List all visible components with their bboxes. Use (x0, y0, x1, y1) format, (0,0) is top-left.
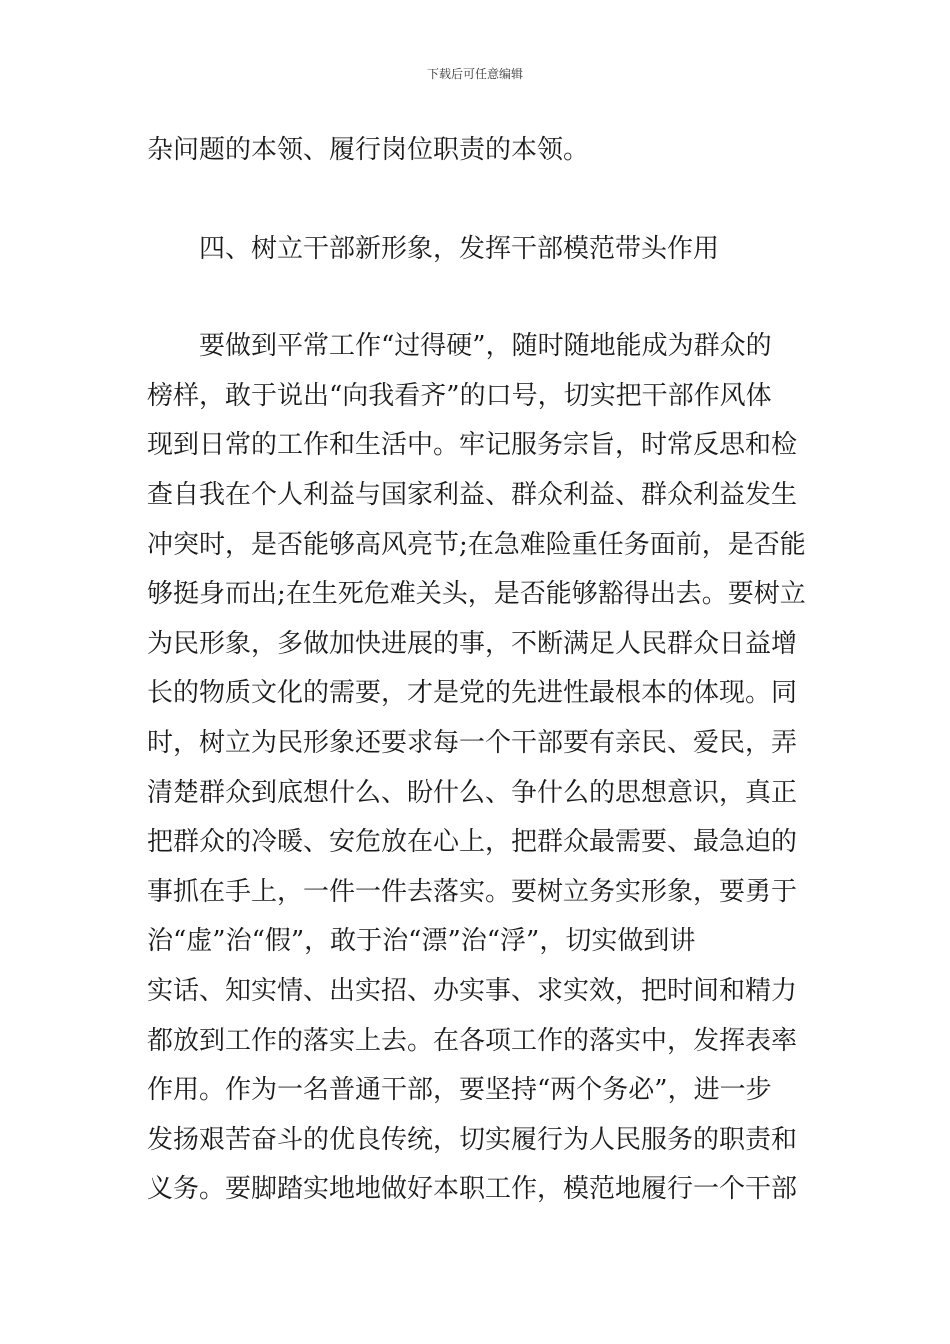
paragraph-line: 义务。要脚踏实地地做好本职工作，模范地履行一个干部 (147, 1174, 798, 1205)
paragraph-line: 发扬艰苦奋斗的优良传统，切实履行为人民服务的职责和 (147, 1124, 798, 1155)
paragraph-line: 作用。作为一名普通干部，要坚持“两个务必”，进一步 (147, 1075, 772, 1106)
paragraph-line: 实话、知实情、出实招、办实事、求实效，把时间和精力 (147, 975, 798, 1006)
paragraph-line: 查自我在个人利益与国家利益、群众利益、群众利益发生 (147, 479, 798, 510)
body-paragraph (147, 322, 807, 1215)
paragraph-line: 为民形象，多做加快进展的事，不断满足人民群众日益增 (147, 628, 798, 659)
paragraph-line: 榜样，敢于说出“向我看齐”的口号，切实把干部作风体 (147, 380, 772, 411)
paragraph-line: 现到日常的工作和生活中。牢记服务宗旨，时常反思和检 (147, 430, 798, 461)
page-header: 下载后可任意编辑 (426, 67, 523, 81)
paragraph-line: 治“虚”治“假”，敢于治“漂”治“浮”，切实做到讲 (147, 926, 696, 957)
paragraph-line: 时，树立为民形象还要求每一个干部要有亲民、爱民，弄 (147, 727, 798, 758)
section-heading: 四、树立干部新形象，发挥干部模范带头作用 (199, 233, 720, 264)
intro-line: 杂问题的本领、履行岗位职责的本领。 (147, 135, 590, 165)
paragraph-line: 把群众的冷暖、安危放在心上，把群众最需要、最急迫的 (147, 827, 798, 858)
paragraph-line: 够挺身而出;在生死危难关头，是否能够豁得出去。要树立 (147, 579, 806, 610)
paragraph-line: 都放到工作的落实上去。在各项工作的落实中，发挥表率 (147, 1025, 798, 1056)
paragraph-line: 长的物质文化的需要，才是党的先进性最根本的体现。同 (147, 678, 798, 709)
paragraph-line: 要做到平常工作“过得硬”，随时随地能成为群众的 (199, 331, 772, 362)
paragraph-line: 事抓在手上，一件一件去落实。要树立务实形象，要勇于 (147, 876, 798, 907)
paragraph-line: 清楚群众到底想什么、盼什么、争什么的思想意识，真正 (147, 777, 798, 808)
paragraph-line: 冲突时，是否能够高风亮节;在急难险重任务面前，是否能 (147, 529, 806, 560)
document-body (147, 126, 807, 1215)
